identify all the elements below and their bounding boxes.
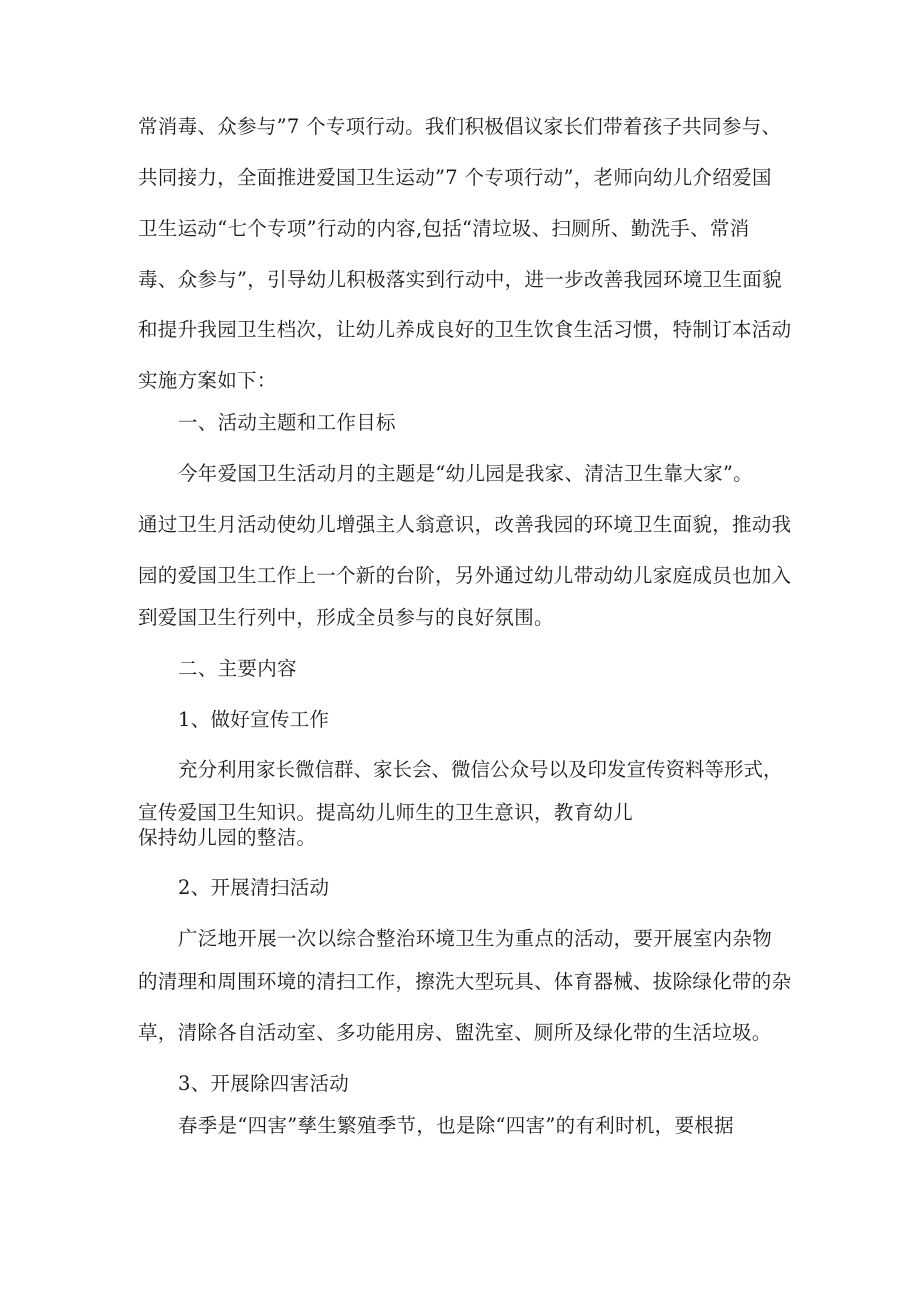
body-text-line: 草，清除各自活动室、多功能用房、盥洗室、厕所及绿化带的生活垃圾。 xyxy=(138,1021,772,1044)
body-text-line: 实施方案如下： xyxy=(138,369,277,392)
body-text-line: 充分利用家长微信群、家长会、微信公众号以及印发宣传资料等形式， xyxy=(178,758,783,781)
body-text-line: 毒、众参与”，引导幼儿积极落实到行动中，进一步改善我园环境卫生面貌 xyxy=(138,268,782,291)
body-text-line: 的清理和周围环境的清扫工作，擦洗大型玩具、体育器械、拔除绿化带的杂 xyxy=(138,970,792,993)
subsection-heading: 3、开展除四害活动 xyxy=(178,1072,350,1095)
body-text-line: 到爱国卫生行列中，形成全员参与的良好氛围。 xyxy=(138,606,554,629)
subsection-heading: 2、开展清扫活动 xyxy=(178,876,330,899)
body-text-line: 卫生运动“七个专项”行动的内容,包括“清垃圾、扫厕所、勤洗手、常消 xyxy=(138,217,750,240)
body-text-line: 和提升我园卫生档次，让幼儿养成良好的卫生饮食生活习惯，特制订本活动 xyxy=(138,318,792,341)
body-text-line: 共同接力，全面推进爱国卫生运动”7 个专项行动”，老师向幼儿介绍爱国 xyxy=(138,166,772,189)
subsection-heading: 1、做好宣传工作 xyxy=(178,708,330,731)
body-text-line: 园的爱国卫生工作上一个新的台阶，另外通过幼儿带动幼儿家庭成员也加入 xyxy=(138,564,792,587)
body-text-line: 保持幼儿园的整洁。 xyxy=(138,826,317,849)
body-text-line: 今年爱国卫生活动月的主题是“幼儿园是我家、清洁卫生靠大家”。 xyxy=(178,462,753,485)
section-heading: 一、活动主题和工作目标 xyxy=(178,411,396,434)
section-heading: 二、主要内容 xyxy=(178,657,297,680)
body-text-line: 常消毒、众参与”7 个专项行动。我们积极倡议家长们带着孩子共同参与、 xyxy=(138,115,782,138)
body-text-line: 通过卫生月活动使幼儿增强主人翁意识，改善我园的环境卫生面貌，推动我 xyxy=(138,513,792,536)
body-text-line: 宣传爱国卫生知识。提高幼儿师生的卫生意识，教育幼儿 xyxy=(138,801,634,824)
body-text-line: 春季是“四害”孳生繁殖季节，也是除“四害”的有利时机，要根据 xyxy=(178,1114,734,1137)
body-text-line: 广泛地开展一次以综合整治环境卫生为重点的活动，要开展室内杂物 xyxy=(178,927,773,950)
